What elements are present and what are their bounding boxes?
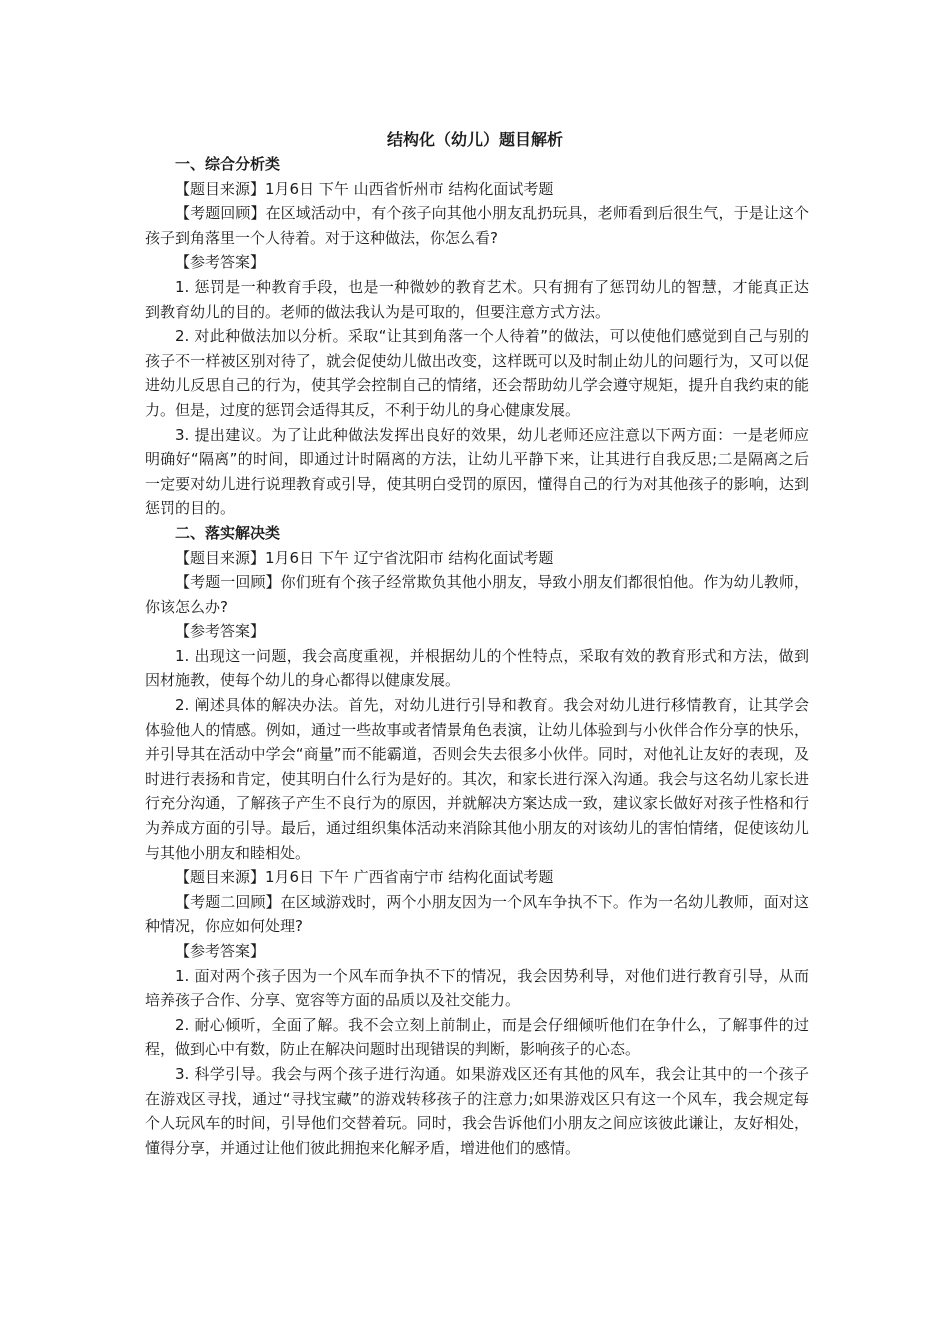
answer-label: 【参考答案】 (175, 942, 266, 960)
answer-paragraph: 1. 出现这一问题，我会高度重视，并根据幼儿的个性特点，采取有效的教育形式和方法，做到因材施教，使每个幼儿的身心都得以健康发展。 (145, 646, 809, 690)
document-title: 结构化（幼儿）题目解析 (386, 130, 563, 149)
question-source: 【题目来源】1月6日 下午 山西省忻州市 结构化面试考题 (175, 179, 554, 198)
answer-paragraph: 3. 科学引导。我会与两个孩子进行沟通。如果游戏区还有其他的风车，我会让其中的一个孩子在游戏区寻找，通过“寻找宝藏”的游戏转移孩子的注意力;如果游戏区只有这一个风车，我会规定每个人玩风车的时间，引导他们交替着玩。同时，我会告诉他们小朋友之间应该彼此谦让，友好相处，懂得分享，并通过让他们彼此拥抱来化解矛盾，增进他们的感情。 (145, 1064, 809, 1157)
answer-paragraph: 2. 对此种做法加以分析。采取“让其到角落一个人待着”的做法，可以使他们感觉到自己与别的孩子不一样被区别对待了，就会促使幼儿做出改变，这样既可以及时制止幼儿的问题行为，又可以促进幼儿反思自己的行为，使其学会控制自己的情绪，还会帮助幼儿学会遵守规矩，提升自我约束的能力。但是，过度的惩罚会适得其反，不利于幼儿的身心健康发展。 (145, 327, 809, 419)
answer-paragraph: 2. 耐心倾听，全面了解。我不会立刻上前制止，而是会仔细倾听他们在争什么，了解事件的过程，做到心中有数，防止在解决问题时出现错误的判断，影响孩子的心态。 (145, 1015, 809, 1059)
question-source: 【题目来源】1月6日 下午 广西省南宁市 结构化面试考题 (175, 868, 554, 887)
document-body (145, 152, 809, 1160)
question-source: 【题目来源】1月6日 下午 辽宁省沈阳市 结构化面试考题 (175, 548, 554, 567)
answer-paragraph: 1. 面对两个孩子因为一个风车而争执不下的情况，我会因势利导，对他们进行教育引导，从而培养孩子合作、分享、宽容等方面的品质以及社交能力。 (145, 966, 809, 1010)
section-heading: 二、落实解决类 (175, 523, 281, 542)
section-heading: 一、综合分析类 (175, 155, 281, 173)
answer-label: 【参考答案】 (175, 622, 266, 641)
question-review: 【考题二回顾】在区域游戏时，两个小朋友因为一个风车争执不下。作为一名幼儿教师，面对这种情况，你应如何处理? (145, 892, 809, 936)
answer-paragraph: 1. 惩罚是一种教育手段，也是一种微妙的教育艺术。只有拥有了惩罚幼儿的智慧，才能真正达到教育幼儿的目的。老师的做法我认为是可取的，但要注意方式方法。 (145, 277, 809, 321)
answer-label: 【参考答案】 (175, 253, 266, 272)
question-review: 【考题一回顾】你们班有个孩子经常欺负其他小朋友，导致小朋友们都很怕他。作为幼儿教师，你该怎么办? (145, 573, 809, 616)
question-review: 【考题回顾】在区域活动中，有个孩子向其他小朋友乱扔玩具，老师看到后很生气，于是让这个孩子到角落里一个人待着。对于这种做法，你怎么看? (145, 204, 809, 247)
answer-paragraph: 2. 阐述具体的解决办法。首先，对幼儿进行引导和教育。我会对幼儿进行移情教育，让其学会体验他人的情感。例如，通过一些故事或者情景角色表演，让幼儿体验到与小伙伴合作分享的快乐，并引导其在活动中学会“商量”而不能霸道，否则会失去很多小伙伴。同时，对他礼让友好的表现，及时进行表扬和肯定，使其明白什么行为是好的。其次，和家长进行深入沟通。我会与这名幼儿家长进行充分沟通，了解孩子产生不良行为的原因，并就解决方案达成一致，建议家长做好对孩子性格和行为养成方面的引导。最后，通过组织集体活动来消除其他小朋友的对该幼儿的害怕情绪，促使该幼儿与其他小朋友和睦相处。 (145, 696, 809, 862)
answer-paragraph: 3. 提出建议。为了让此种做法发挥出良好的效果，幼儿老师还应注意以下两方面：一是老师应明确好“隔离”的时间，即通过计时隔离的方法，让幼儿平静下来，让其进行自我反思;二是隔离之后一定要对幼儿进行说理教育或引导，使其明白受罚的原因，懂得自己的行为对其他孩子的影响，达到惩罚的目的。 (145, 425, 809, 518)
